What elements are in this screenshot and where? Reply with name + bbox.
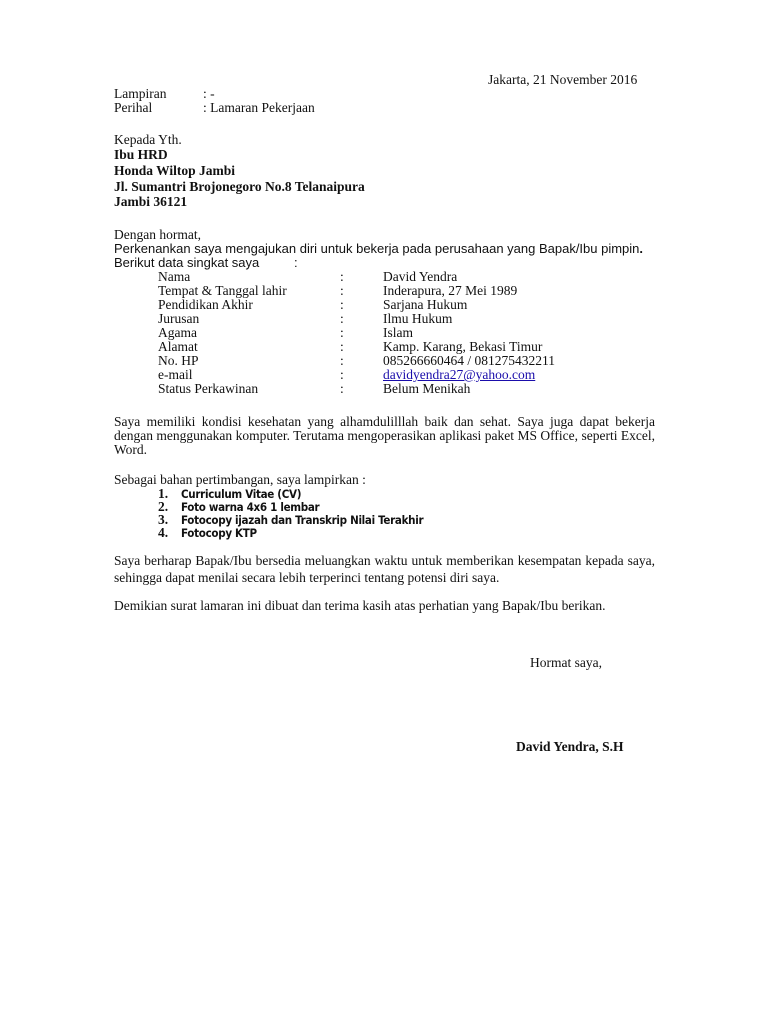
- signature-name: David Yendra, S.H: [516, 739, 624, 754]
- row-colon: :: [340, 311, 344, 326]
- row-label-alamat: Alamat: [158, 339, 198, 354]
- row-label-status: Status Perkawinan: [158, 381, 259, 396]
- recipient-greeting: Kepada Yth.: [114, 132, 182, 147]
- row-label-nama: Nama: [158, 269, 191, 284]
- row-label-pendidikan: Pendidikan Akhir: [158, 297, 253, 312]
- row-label-email: e-mail: [158, 367, 193, 382]
- row-value-nama: David Yendra: [383, 269, 458, 284]
- attachment-item: Foto warna 4x6 1 lembar: [181, 500, 320, 514]
- row-colon: :: [340, 269, 344, 284]
- perihal-value: : Lamaran Pekerjaan: [203, 100, 315, 115]
- row-colon: :: [340, 353, 344, 368]
- lampiran-value: : -: [203, 86, 215, 101]
- attachment-number: 4.: [158, 525, 169, 540]
- lampiran-label: Lampiran: [114, 86, 167, 101]
- row-value-ttl: Inderapura, 27 Mei 1989: [383, 283, 518, 298]
- row-colon: :: [340, 367, 344, 382]
- row-value-agama: Islam: [383, 325, 413, 340]
- hope-paragraph: Saya berharap Bapak/Ibu bersedia meluangkan waktu untuk memberikan kesempatan kepada saya, sehingga dapat menilai secara lebih terperinci tentang potensi diri saya.: [114, 553, 655, 585]
- recipient-company: Honda Wiltop Jambi: [114, 163, 236, 178]
- row-label-agama: Agama: [158, 325, 197, 340]
- row-value-status: Belum Menikah: [383, 381, 471, 396]
- intro-period: .: [639, 241, 644, 256]
- signature-closing: Hormat saya,: [530, 655, 602, 670]
- attachment-item: Curriculum Vitae (CV): [181, 487, 302, 501]
- row-colon: :: [340, 381, 344, 396]
- email-link[interactable]: davidyendra27@yahoo.com: [383, 367, 536, 382]
- row-colon: :: [340, 339, 344, 354]
- row-value-hp: 085266660464 / 081275432211: [383, 353, 555, 368]
- salutation: Dengan hormat,: [114, 227, 201, 242]
- row-value-alamat: Kamp. Karang, Bekasi Timur: [383, 339, 543, 354]
- place-date: Jakarta, 21 November 2016: [488, 72, 638, 87]
- intro-text: Perkenankan saya mengajukan diri untuk bekerja pada perusahaan yang Bapak/Ibu pimpin: [114, 241, 640, 256]
- attachment-number: 2.: [158, 499, 169, 514]
- data-intro: Berikut data singkat saya: [114, 255, 260, 270]
- data-intro-colon: :: [294, 255, 298, 270]
- attachment-item: Fotocopy ijazah dan Transkrip Nilai Terakhir: [181, 513, 424, 527]
- row-colon: :: [340, 297, 344, 312]
- recipient-city: Jambi 36121: [114, 194, 188, 209]
- closing-paragraph: Demikian surat lamaran ini dibuat dan terima kasih atas perhatian yang Bapak/Ibu berikan.: [114, 598, 606, 613]
- row-colon: :: [340, 325, 344, 340]
- attachment-number: 1.: [158, 486, 169, 501]
- row-colon: :: [340, 283, 344, 298]
- recipient-name: Ibu HRD: [114, 147, 168, 162]
- attachment-number: 3.: [158, 512, 169, 527]
- recipient-street: Jl. Sumantri Brojonegoro No.8 Telanaipura: [114, 179, 365, 194]
- row-value-pendidikan: Sarjana Hukum: [383, 297, 468, 312]
- intro-sentence: [114, 242, 643, 256]
- row-value-jurusan: Ilmu Hukum: [383, 311, 453, 326]
- row-label-jurusan: Jurusan: [158, 311, 200, 326]
- perihal-label: Perihal: [114, 100, 153, 115]
- row-label-hp: No. HP: [158, 353, 199, 368]
- row-label-ttl: Tempat & Tanggal lahir: [158, 283, 287, 298]
- attachment-item: Fotocopy KTP: [181, 526, 257, 540]
- health-paragraph: Saya memiliki kondisi kesehatan yang alhamdulilllah baik dan sehat. Saya juga dapat bekerja dengan menggunakan komputer. Terutama mengoperasikan aplikasi paket MS Office, seperti Excel, Word.: [114, 414, 655, 457]
- attachments-intro: Sebagai bahan pertimbangan, saya lampirkan :: [114, 472, 366, 487]
